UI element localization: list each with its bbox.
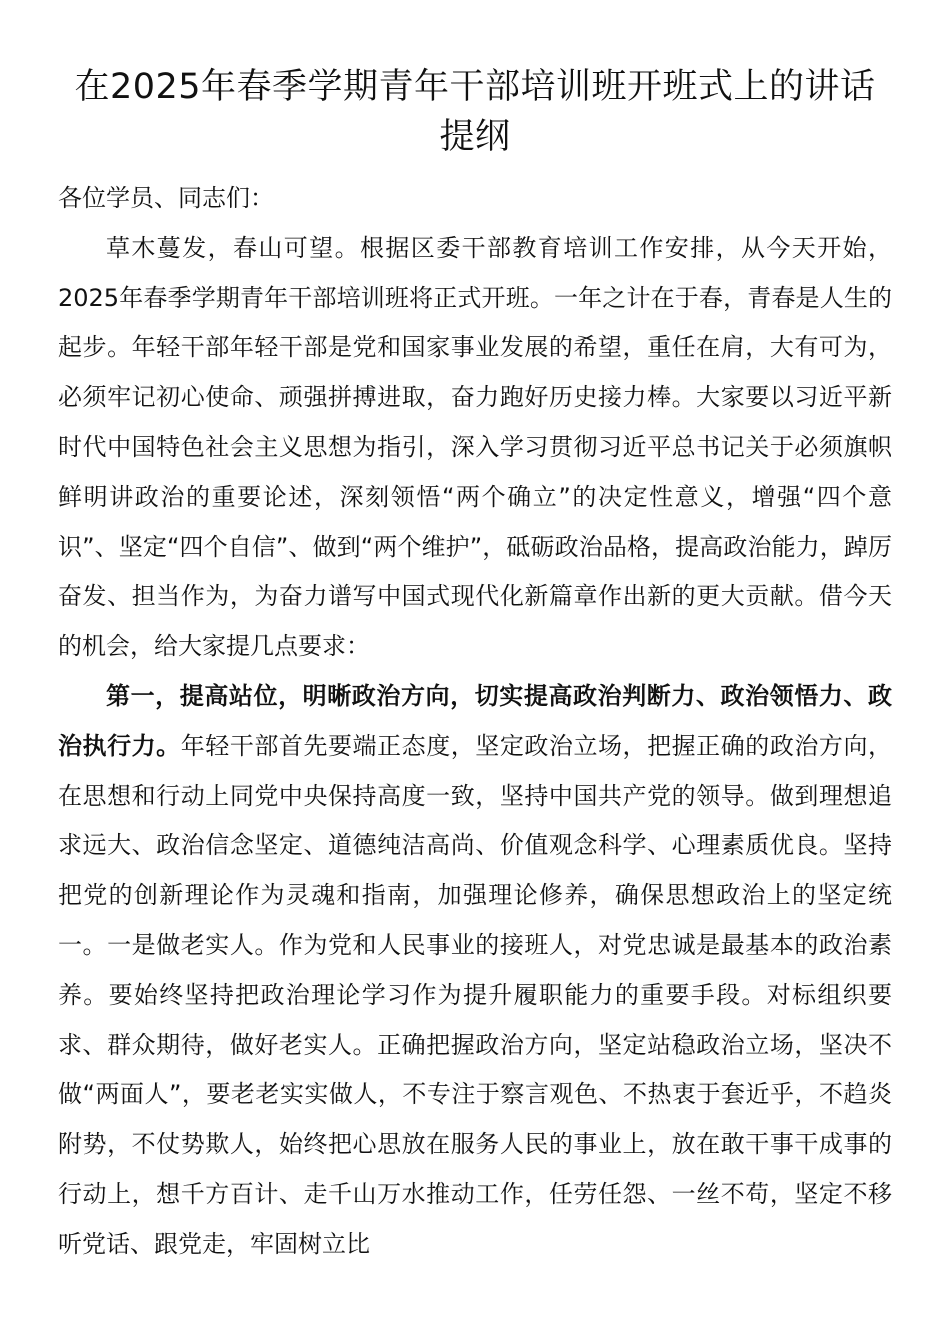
document-page: [58, 62, 892, 1270]
paragraph-lead-heading: 第一，提高站位，明晰政治方向，切实提高政治判断力、政治领悟力、政治执行力。: [58, 681, 892, 760]
salutation: 各位学员、同志们：: [58, 184, 274, 212]
paragraph-body: 年轻干部首先要端正态度，坚定政治立场，把握正确的政治方向，在思想和行动上同党中央保持高度一致，坚持中国共产党的领导。做到理想追求远大、政治信念坚定、道德纯洁高尚、价值观念科学、心理素质优良。坚持把党的创新理论作为灵魂和指南，加强理论修养，确保思想政治上的坚定统一。一是做老实人。作为党和人民事业的接班人，对党忠诚是最基本的政治素养。要始终坚持把政治理论学习作为提升履职能力的重要手段。对标组织要求、群众期待，做好老实人。正确把握政治方向，坚定站稳政治立场，坚决不做“两面人”，要老老实实做人，不专注于察言观色、不热衷于套近乎，不趋炎附势，不仗势欺人，始终把心思放在服务人民的事业上，放在敢干事干成事的行动上，想千方百计、走千山万水推动工作，任劳任怨、一丝不苟，坚定不移听党话、跟党走，牢固树立比: [58, 731, 893, 1258]
paragraph-first-requirement: [58, 672, 892, 1270]
document-title: 在2025年春季学期青年干部培训班开班式上的讲话提纲: [74, 67, 876, 157]
paragraph-opening: 草木蔓发，春山可望。根据区委干部教育培训工作安排，从今天开始，2025年春季学期青年干部培训班将正式开班。一年之计在于春，青春是人生的起步。年轻干部年轻干部是党和国家事业发展的希望，重任在肩，大有可为，必须牢记初心使命、顽强拼搏进取，奋力跑好历史接力棒。大家要以习近平新时代中国特色社会主义思想为指引，深入学习贯彻习近平总书记关于必须旗帜鲜明讲政治的重要论述，深刻领悟“两个确立”的决定性意义，增强“四个意识”、坚定“四个自信”、做到“两个维护”，砥砺政治品格，提高政治能力，踔厉奋发、担当作为，为奋力谱写中国式现代化新篇章作出新的更大贡献。借今天的机会，给大家提几点要求：: [58, 233, 892, 661]
